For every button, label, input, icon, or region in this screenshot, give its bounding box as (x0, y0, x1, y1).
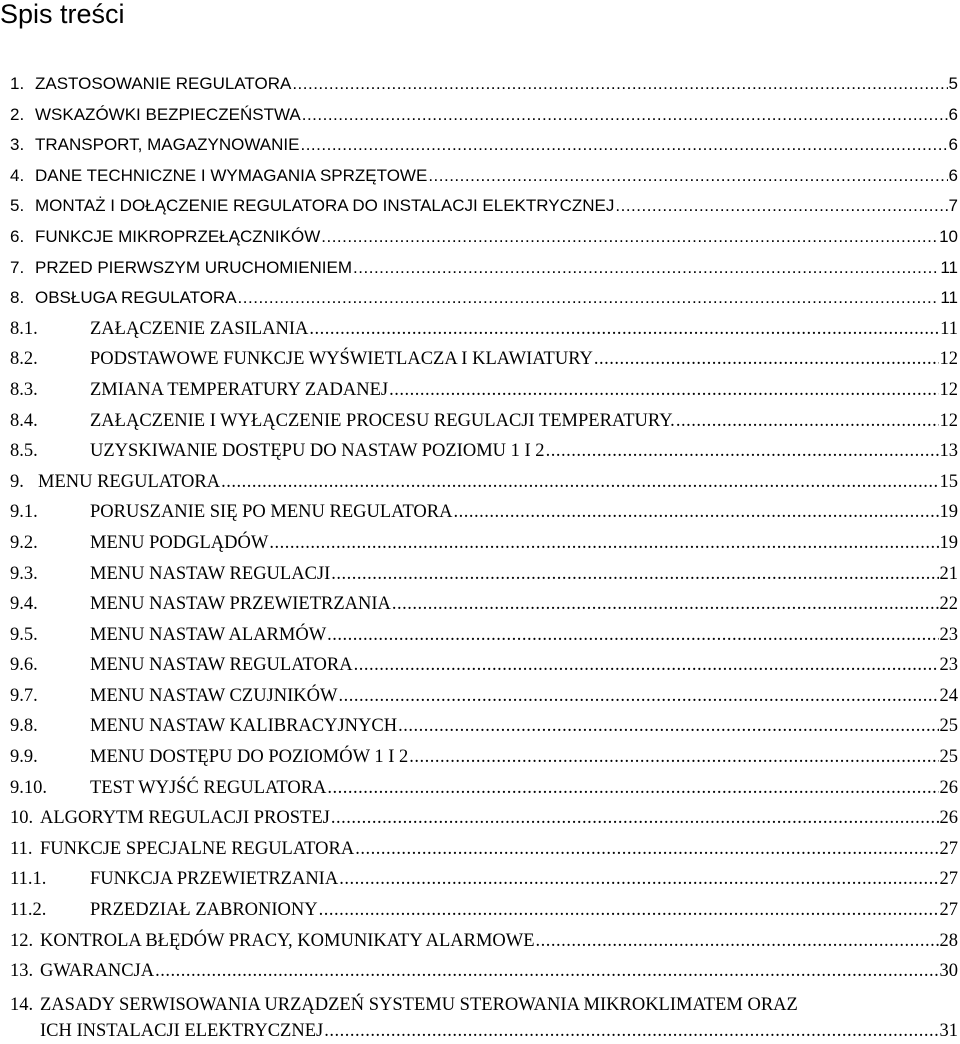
toc-leader (339, 869, 938, 890)
toc-number: 11. (10, 838, 33, 859)
toc-leader (327, 625, 938, 646)
toc-title: MENU NASTAW REGULATORA (90, 655, 353, 676)
toc-number: 9.4. (10, 594, 38, 615)
toc-entry[interactable] (10, 594, 958, 625)
toc-title-continued: ICH INSTALACJI ELEKTRYCZNEJ (40, 1020, 324, 1041)
toc-title: ZAŁĄCZENIE I WYŁĄCZENIE PROCESU REGULACJI TEMPERATURY. (90, 410, 675, 431)
toc-title: ZASADY SERWISOWANIA URZĄDZEŃ SYSTEMU STEROWANIA MIKROKLIMATEM ORAZ (40, 994, 798, 1015)
toc-leader (594, 349, 939, 370)
toc-number: 8.1. (10, 318, 38, 339)
toc-title: MENU NASTAW REGULACJI (90, 563, 331, 584)
toc-number: 9.8. (10, 716, 38, 737)
toc-entry[interactable] (10, 533, 958, 564)
toc-page: 6 (948, 104, 958, 124)
toc-number: 9.10. (10, 777, 47, 798)
toc-leader (428, 166, 947, 186)
toc-leader (324, 1018, 938, 1044)
toc-entry[interactable] (10, 931, 958, 962)
toc-page: 12 (939, 349, 958, 370)
toc-leader (321, 227, 938, 247)
toc-leader (453, 502, 938, 523)
toc-leader (398, 716, 938, 737)
toc-number: 5. (10, 196, 25, 216)
toc-entry[interactable] (10, 808, 958, 839)
toc-entry[interactable] (10, 135, 958, 166)
toc-entry[interactable] (10, 319, 958, 350)
toc-entry[interactable] (10, 166, 958, 197)
toc-number: 2. (10, 104, 25, 124)
toc-number: 11.2. (10, 900, 47, 921)
toc-entry[interactable] (10, 105, 958, 136)
toc-page: 27 (939, 869, 958, 890)
toc-page: 21 (939, 563, 958, 584)
toc-title: PRZED PIERWSZYM URUCHOMIENIEM (35, 257, 353, 277)
toc-title: ALGORYTM REGULACJI PROSTEJ (40, 808, 330, 829)
toc-number: 9.6. (10, 655, 38, 676)
toc-page: 19 (939, 532, 958, 553)
toc-number: 8.2. (10, 349, 38, 370)
toc-entry[interactable] (10, 625, 958, 656)
toc-leader (536, 931, 939, 952)
toc-number: 9.5. (10, 624, 38, 645)
toc-leader (331, 564, 938, 585)
toc-title: ZAŁĄCZENIE ZASILANIA (90, 318, 309, 339)
table-of-contents (10, 74, 958, 1044)
toc-entry[interactable] (10, 380, 958, 411)
toc-number: 9.9. (10, 747, 38, 768)
page-title: Spis treści (0, 0, 125, 29)
toc-title: MENU NASTAW CZUJNIKÓW (90, 685, 338, 706)
toc-entry[interactable] (10, 502, 958, 533)
toc-leader (155, 961, 938, 982)
toc-leader (338, 686, 938, 707)
toc-entry[interactable] (10, 196, 958, 227)
toc-page: 27 (939, 900, 958, 921)
toc-title: UZYSKIWANIE DOSTĘPU DO NASTAW POZIOMU 1 I 2 (90, 441, 545, 462)
toc-page: 12 (939, 410, 958, 431)
toc-entry[interactable] (10, 564, 958, 595)
toc-title: ZASTOSOWANIE REGULATORA (35, 74, 292, 93)
toc-page: 12 (939, 379, 958, 400)
toc-number: 9.3. (10, 563, 38, 584)
toc-page: 10 (939, 226, 958, 246)
toc-number: 8.3. (10, 379, 38, 400)
toc-entry[interactable] (10, 961, 958, 992)
toc-number: 10. (10, 808, 34, 829)
toc-number: 8.5. (10, 441, 38, 462)
toc-number: 13. (10, 961, 34, 982)
toc-page: 30 (939, 961, 958, 982)
toc-title: FUNKCJE MIKROPRZEŁĄCZNIKÓW (35, 226, 321, 246)
toc-number: 1. (10, 74, 25, 93)
toc-leader (615, 196, 947, 216)
toc-page: 28 (939, 930, 958, 951)
toc-title: MENU NASTAW ALARMÓW (90, 624, 327, 645)
toc-page: 6 (948, 135, 958, 155)
toc-number: 4. (10, 165, 25, 185)
toc-title: TEST WYJŚĆ REGULATORA (90, 777, 327, 798)
toc-leader (354, 655, 939, 676)
toc-entry[interactable] (10, 227, 958, 258)
toc-entry[interactable] (10, 349, 958, 380)
toc-leader (546, 441, 939, 462)
toc-page: 24 (939, 685, 958, 706)
toc-leader (221, 472, 938, 493)
toc-number: 11.1. (10, 869, 47, 890)
toc-leader (327, 778, 938, 799)
toc-leader (302, 105, 948, 125)
toc-entry[interactable] (10, 686, 958, 717)
toc-number: 3. (10, 135, 25, 155)
toc-number: 8. (10, 288, 25, 308)
toc-number: 8.4. (10, 410, 38, 431)
toc-number: 9.7. (10, 685, 38, 706)
toc-page: 7 (948, 196, 958, 216)
toc-title: MENU REGULATORA (38, 471, 221, 492)
toc-title: OBSŁUGA REGULATORA (35, 288, 237, 308)
toc-title: TRANSPORT, MAGAZYNOWANIE (35, 135, 300, 155)
toc-page: 5 (948, 74, 958, 93)
toc-page: 25 (939, 716, 958, 737)
toc-page: 23 (939, 624, 958, 645)
toc-entry[interactable] (10, 258, 958, 289)
toc-number: 9.1. (10, 502, 38, 523)
toc-page: 19 (939, 502, 958, 523)
toc-title: MENU NASTAW KALIBRACYJNYCH (90, 716, 398, 737)
toc-entry[interactable] (10, 441, 958, 472)
toc-number: 7. (10, 257, 25, 277)
toc-page: 27 (939, 838, 958, 859)
toc-title: MENU NASTAW PRZEWIETRZANIA (90, 594, 391, 615)
toc-leader (331, 808, 939, 829)
toc-leader (300, 135, 947, 155)
toc-entry[interactable] (10, 74, 958, 105)
toc-page: 15 (939, 471, 958, 492)
toc-title: FUNKCJA PRZEWIETRZANIA (90, 869, 339, 890)
toc-leader (269, 533, 938, 554)
toc-leader (389, 380, 938, 401)
toc-entry[interactable] (10, 747, 958, 778)
toc-entry[interactable] (10, 288, 958, 319)
toc-page: 25 (939, 747, 958, 768)
toc-entry[interactable] (10, 778, 958, 809)
toc-page: 13 (939, 441, 958, 462)
toc-leader (409, 747, 938, 768)
toc-entry[interactable] (10, 839, 958, 870)
toc-number: 12. (10, 930, 34, 951)
toc-page: 11 (940, 288, 958, 308)
toc-title: PODSTAWOWE FUNKCJE WYŚWIETLACZA I KLAWIATURY (90, 349, 593, 370)
toc-page: 11 (940, 318, 958, 339)
toc-leader (392, 594, 939, 615)
toc-title: MENU PODGLĄDÓW (90, 532, 269, 553)
toc-number: 9. (10, 471, 24, 492)
toc-entry[interactable] (10, 900, 958, 931)
toc-title: PORUSZANIE SIĘ PO MENU REGULATORA (90, 502, 453, 523)
toc-entry[interactable] (10, 655, 958, 686)
toc-entry[interactable] (10, 472, 958, 503)
toc-leader (292, 74, 947, 94)
toc-number: 9.2. (10, 532, 38, 553)
toc-page: 26 (939, 808, 958, 829)
toc-page: 22 (939, 594, 958, 615)
toc-entry[interactable] (10, 716, 958, 747)
toc-title: KONTROLA BŁĘDÓW PRACY, KOMUNIKATY ALARMOWE (40, 930, 535, 951)
toc-title: DANE TECHNICZNE I WYMAGANIA SPRZĘTOWE (35, 165, 428, 185)
toc-entry[interactable] (10, 992, 958, 1044)
toc-title: WSKAZÓWKI BEZPIECZEŃSTWA (35, 104, 301, 124)
toc-number: 14. (10, 994, 34, 1015)
toc-leader (319, 900, 939, 921)
toc-page: 26 (939, 777, 958, 798)
toc-title: MONTAŻ I DOŁĄCZENIE REGULATORA DO INSTALACJI ELEKTRYCZNEJ (35, 196, 615, 216)
toc-leader (309, 319, 939, 340)
toc-entry[interactable] (10, 411, 958, 442)
toc-leader (676, 411, 939, 432)
toc-leader (353, 258, 939, 278)
toc-page: 23 (939, 655, 958, 676)
toc-number: 6. (10, 226, 25, 246)
toc-leader (238, 288, 940, 308)
toc-page: 11 (940, 257, 958, 277)
toc-page: 6 (948, 165, 958, 185)
toc-leader (355, 839, 938, 860)
toc-entry[interactable] (10, 869, 958, 900)
toc-title: MENU DOSTĘPU DO POZIOMÓW 1 I 2 (90, 747, 409, 768)
toc-page: 31 (939, 1020, 958, 1041)
toc-title: PRZEDZIAŁ ZABRONIONY (90, 900, 318, 921)
toc-title: FUNKCJE SPECJALNE REGULATORA (40, 838, 355, 859)
toc-title: ZMIANA TEMPERATURY ZADANEJ (90, 379, 389, 400)
toc-title: GWARANCJA (40, 961, 155, 982)
